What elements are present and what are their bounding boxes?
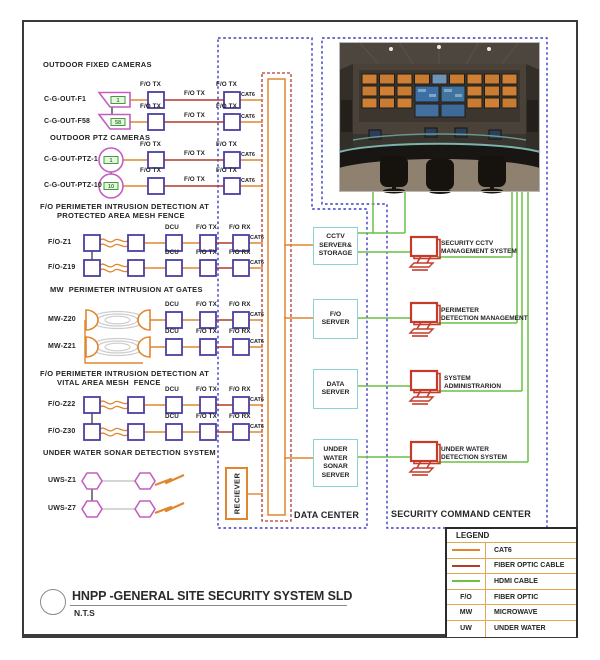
section-title-fo-vital-2: VITAL AREA MESH FENCE <box>57 378 161 387</box>
legend-abbr: F/O <box>447 590 486 605</box>
workstation-label-underwater <box>441 446 507 462</box>
fo-tx-label: F/O TX <box>184 176 205 183</box>
legend-label: CAT6 <box>494 546 512 554</box>
legend-row <box>447 590 576 606</box>
cat6-label: CAT6 <box>241 92 255 98</box>
fo-rx-label: F/O RX <box>229 386 251 393</box>
fo-tx-label: F/O TX <box>140 167 161 174</box>
device-label: F/O-Z30 <box>48 428 76 435</box>
section-title-mw-gates: MW PERIMETER INTRUSION AT GATES <box>50 285 203 294</box>
workstation-monitor-icon <box>410 237 440 270</box>
workstation-label-line: SYSTEM <box>444 375 471 382</box>
server-label: SERVER <box>321 319 350 326</box>
workstation-label-sysadmin <box>444 375 501 391</box>
fo-tx-label: F/O TX <box>196 249 217 256</box>
workstation-label-line: SECURITY CCTV <box>441 240 494 247</box>
legend-row <box>447 621 576 637</box>
fixed-camera-icon <box>99 115 130 130</box>
device-label: MW-Z20 <box>48 316 76 323</box>
workstation-label-line: MANAGEMENT SYSTEM <box>441 248 517 255</box>
device-label: C-G-OUT-PTZ-10 <box>44 182 103 189</box>
title-underline <box>70 605 347 606</box>
server-label: DATA <box>326 380 345 388</box>
cat6-label: CAT6 <box>241 152 255 158</box>
section-title-fo-vital-1: F/O PERIMETER INTRUSION DETECTION AT <box>40 369 210 378</box>
camera-number: 1 <box>116 98 120 104</box>
fo-tx-label: F/O TX <box>196 301 217 308</box>
sonar-receiver-box <box>225 467 248 520</box>
server-label: SONAR <box>323 463 348 470</box>
fo-tx-label: F/O TX <box>140 81 161 88</box>
device-label: F/O-Z22 <box>48 401 76 408</box>
sonar-link-zigzag <box>155 475 184 513</box>
device-label: UWS-Z7 <box>48 505 77 512</box>
device-label: C-G-OUT-PTZ-1 <box>44 156 98 163</box>
dcu-label: DCU <box>165 224 179 231</box>
dcu-label: DCU <box>165 328 179 335</box>
fo-server-box <box>313 299 358 339</box>
fixed-camera-icon <box>99 93 130 108</box>
workstation-label-line: PERIMETER <box>441 307 479 314</box>
receiver-label: RECIEVER <box>232 472 242 515</box>
server-label: SERVER <box>321 389 350 396</box>
cat6-label: CAT6 <box>250 339 264 345</box>
fiber-optic-line-swatch <box>447 559 486 574</box>
server-label: UNDER <box>323 446 348 453</box>
workstation-monitor-icon <box>410 371 440 404</box>
microwave-link-icon <box>86 337 150 357</box>
cat6-label: CAT6 <box>250 235 264 241</box>
legend-abbr: UW <box>447 621 486 637</box>
data-center-title: DATA CENTER <box>294 510 360 520</box>
legend-label: HDMI CABLE <box>494 577 538 585</box>
ptz-camera-icon <box>99 148 123 172</box>
workstation-label-line: ADMINISTRARION <box>444 383 502 390</box>
server-label: WATER <box>323 454 348 462</box>
workstation-label-cctv <box>441 240 517 256</box>
fo-rx-label: F/O RX <box>229 301 251 308</box>
data-server-box <box>313 369 358 409</box>
legend-abbr: MW <box>447 605 486 620</box>
device-label: F/O-Z1 <box>48 239 72 246</box>
legend-label: FIBER OPTIC <box>494 593 539 601</box>
legend-row <box>447 543 576 559</box>
cat6-label: CAT6 <box>250 312 264 318</box>
dcu-label: DCU <box>165 301 179 308</box>
workstation-label-line: UNDER WATER <box>441 446 489 453</box>
underwater-sonar-server-box <box>313 439 358 487</box>
scale-note: N.T.S <box>74 608 95 618</box>
ptz-camera-icon <box>99 174 123 198</box>
fo-rx-label: F/O RX <box>229 413 251 420</box>
cable-trunk <box>262 73 291 521</box>
legend-label: UNDER WATER <box>494 625 546 633</box>
fo-tx-label: F/O TX <box>216 81 237 88</box>
fo-tx-label: F/O TX <box>140 103 161 110</box>
legend-row <box>447 559 576 575</box>
cat6-label: CAT6 <box>250 424 264 430</box>
fo-tx-label: F/O TX <box>216 103 237 110</box>
server-label: F/O <box>329 310 342 318</box>
server-label: STORAGE <box>318 250 353 258</box>
fo-tx-label: F/O TX <box>216 167 237 174</box>
workstation-monitor-icon <box>410 303 440 336</box>
fo-tx-label: F/O TX <box>196 386 217 393</box>
section-title-ptz-cameras: OUTDOOR PTZ CAMERAS <box>50 133 151 142</box>
command-center-title: SECURITY COMMAND CENTER <box>391 509 531 519</box>
fo-tx-label: F/O TX <box>196 328 217 335</box>
cat6-label: CAT6 <box>241 178 255 184</box>
server-label: SERVER& <box>319 241 352 249</box>
dcu-label: DCU <box>165 413 179 420</box>
cat6-label: CAT6 <box>241 114 255 120</box>
legend-title: LEGEND <box>447 529 576 543</box>
device-label: C-G-OUT-F1 <box>44 96 87 103</box>
fiber-sensor-cables <box>100 239 128 436</box>
server-label: SERVER <box>321 471 350 479</box>
fo-rx-label: F/O RX <box>229 249 251 256</box>
device-label: F/O-Z19 <box>48 264 76 271</box>
device-label: C-G-OUT-F58 <box>44 118 91 125</box>
workstation-label-line: DETECTION MANAGEMENT <box>441 315 528 322</box>
hdmi-line-swatch <box>447 574 486 589</box>
dcu-label: DCU <box>165 386 179 393</box>
fo-rx-label: F/O RX <box>229 328 251 335</box>
hdmi-wiring <box>358 192 528 462</box>
section-title-uws: UNDER WATER SONAR DETECTION SYSTEM <box>43 448 216 457</box>
fo-tx-label: F/O TX <box>184 150 205 157</box>
section-title-fixed-cameras: OUTDOOR FIXED CAMERAS <box>43 60 152 69</box>
cat6-label: CAT6 <box>250 260 264 266</box>
drawing-title: HNPP -GENERAL SITE SECURITY SYSTEM SLD <box>72 589 353 603</box>
cat6-line-swatch <box>447 543 486 558</box>
workstation-label-line: DETECTION SYSTEM <box>441 454 508 461</box>
microwave-link-icon <box>86 310 150 330</box>
legend-label: FIBER OPTIC CABLE <box>494 562 565 570</box>
fo-tx-label: F/O TX <box>140 141 161 148</box>
legend <box>445 527 578 637</box>
legend-label: MICROWAVE <box>494 609 538 617</box>
fo-rx-label: F/O RX <box>229 224 251 231</box>
fo-tx-label: F/O TX <box>184 90 205 97</box>
section-title-fo-protected-1: F/O PERIMETER INTRUSION DETECTION AT <box>40 202 210 211</box>
command-center-photo <box>339 42 540 194</box>
legend-row <box>447 574 576 590</box>
fo-tx-label: F/O TX <box>216 141 237 148</box>
camera-number: 10 <box>107 184 115 190</box>
device-label: UWS-Z1 <box>48 477 77 484</box>
camera-number: 1 <box>109 158 113 164</box>
workstation-label-perimeter <box>441 307 528 323</box>
workstation-monitor-icon <box>410 442 440 475</box>
fo-tx-label: F/O TX <box>196 413 217 420</box>
legend-row <box>447 605 576 621</box>
cctv-server-box <box>313 227 358 265</box>
device-label: MW-Z21 <box>48 343 76 350</box>
fo-tx-label: F/O TX <box>196 224 217 231</box>
fo-tx-label: F/O TX <box>184 112 205 119</box>
revision-circle <box>40 589 66 615</box>
server-label: CCTV <box>326 233 345 241</box>
camera-number: 58 <box>114 120 122 126</box>
section-title-fo-protected-2: PROTECTED AREA MESH FENCE <box>57 211 185 220</box>
sonar-sensor-icons <box>82 473 155 517</box>
cat6-label: CAT6 <box>250 397 264 403</box>
dcu-label: DCU <box>165 249 179 256</box>
